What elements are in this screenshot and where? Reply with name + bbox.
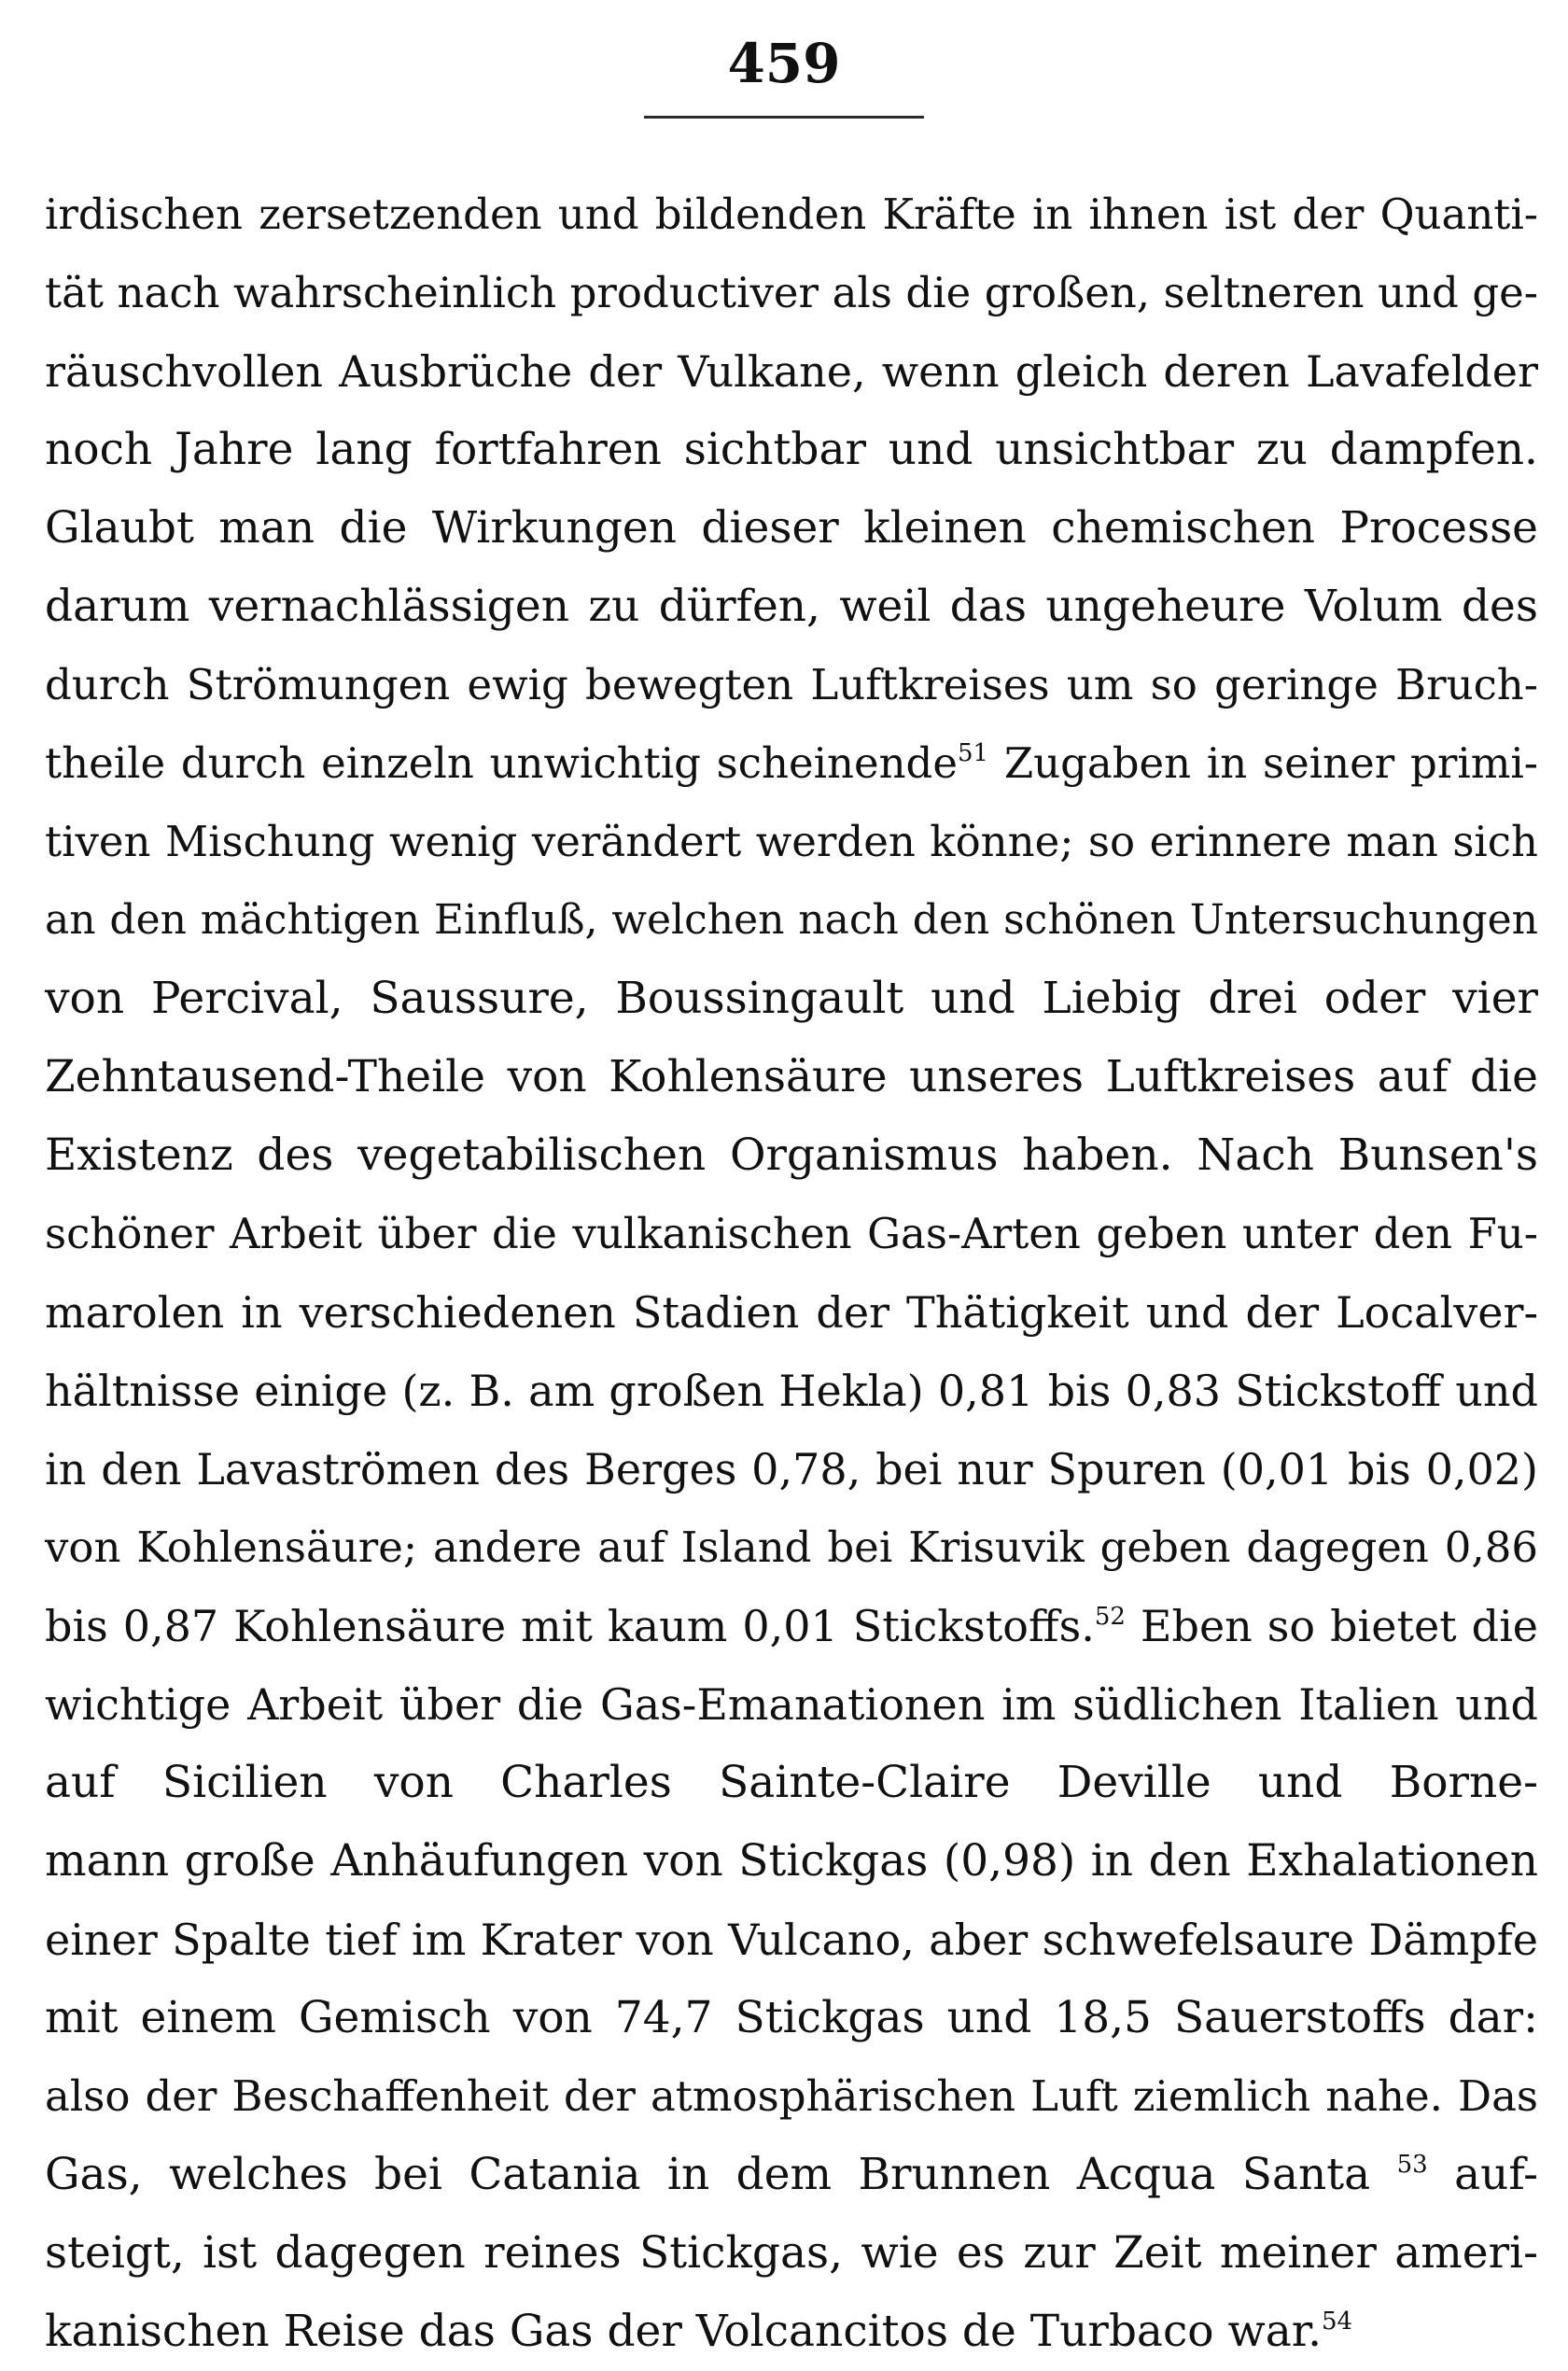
text-line: tät nach wahrscheinlich productiver als die großen, seltneren und ge-: [45, 268, 1538, 317]
page-number: 459: [727, 32, 841, 95]
text-line: marolen in verschiedenen Stadien der Thätigkeit und der Localver-: [45, 1287, 1538, 1338]
line-text: Zugaben in seiner primi-: [1003, 738, 1539, 788]
body-text: [45, 175, 1538, 2371]
text-line: schöner Arbeit über die vulkanischen Gas-Arten geben unter den Fu-: [45, 1209, 1538, 1258]
line-text: kanischen Reise das Gas der Volcancitos de Turbaco war.: [45, 2306, 1323, 2357]
text-line: von Kohlensäure; andere auf Island bei Krisuvik geben dagegen 0,86: [45, 1522, 1538, 1572]
text-line: Existenz des vegetabilischen Organismus haben. Nach Bunsen's: [45, 1129, 1538, 1181]
text-line: mit einem Gemisch von 74,7 Stickgas und 18,5 Sauerstoffs dar:: [45, 1992, 1538, 2043]
footnote-ref-53: 53: [1396, 2151, 1428, 2179]
text-line: also der Beschaffenheit der atmosphärischen Luft ziemlich nahe. Das: [45, 2071, 1538, 2121]
text-line: steigt, ist dagegen reines Stickgas, wie es zur Zeit meiner ameri-: [45, 2227, 1538, 2279]
header-rule: [644, 116, 924, 119]
text-line: irdischen zersetzenden und bildenden Kräfte in ihnen ist der Quanti-: [45, 189, 1538, 239]
text-line: noch Jahre lang fortfahren sichtbar und unsichtbar zu dampfen.: [45, 424, 1538, 475]
footnote-ref-54: 54: [1322, 2308, 1353, 2336]
text-line: [45, 2136, 1538, 2214]
text-line: Zehntausend-Theile von Kohlensäure unseres Luftkreises auf die: [45, 1051, 1538, 1102]
text-line: durch Strömungen ewig bewegten Luftkreises um so geringe Bruch-: [45, 660, 1538, 709]
text-line: mann große Anhäufungen von Stickgas (0,98) in den Exhalationen: [45, 1835, 1538, 1887]
line-text: auf-: [1454, 2149, 1538, 2200]
text-line: einer Spalte tief im Krater von Vulcano, aber schwefelsaure Dämpfe: [45, 1915, 1538, 1965]
text-line: [45, 724, 1538, 803]
line-text: bis 0,87 Kohlensäure mit kaum 0,01 Stickstoffs.: [45, 1601, 1095, 1651]
text-line: tiven Mischung wenig verändert werden könne; so erinnere man sich: [45, 817, 1538, 866]
text-line: [45, 2293, 1538, 2371]
text-line: an den mächtigen Einfluß, welchen nach den schönen Untersuchungen: [45, 896, 1538, 944]
text-line: auf Sicilien von Charles Sainte-Claire Deville und Borne-: [45, 1757, 1538, 1808]
footnote-ref-52: 52: [1094, 1603, 1126, 1631]
line-text: Gas, welches bei Catania in dem Brunnen Acqua Santa: [45, 2149, 1371, 2200]
line-text: Eben so bietet die: [1140, 1601, 1539, 1651]
text-line: [45, 1587, 1538, 1665]
footnote-ref-51: 51: [958, 739, 989, 767]
text-line: von Percival, Saussure, Boussingault und Liebig drei oder vier: [45, 973, 1538, 1024]
text-line: in den Lavaströmen des Berges 0,78, bei nur Spuren (0,01 bis 0,02): [45, 1444, 1538, 1494]
line-text: theile durch einzeln unwichtig scheinende: [45, 738, 958, 788]
text-line: darum vernachlässigen zu dürfen, weil das ungeheure Volum des: [45, 581, 1538, 632]
text-line: wichtige Arbeit über die Gas-Emanationen im südlichen Italien und: [45, 1679, 1538, 1730]
text-line: Glaubt man die Wirkungen dieser kleinen chemischen Processe: [45, 502, 1538, 554]
text-line: hältnisse einige (z. B. am großen Hekla) 0,81 bis 0,83 Stickstoff und: [45, 1366, 1538, 1416]
text-line: räuschvollen Ausbrüche der Vulkane, wenn gleich deren Lavafelder: [45, 346, 1538, 397]
